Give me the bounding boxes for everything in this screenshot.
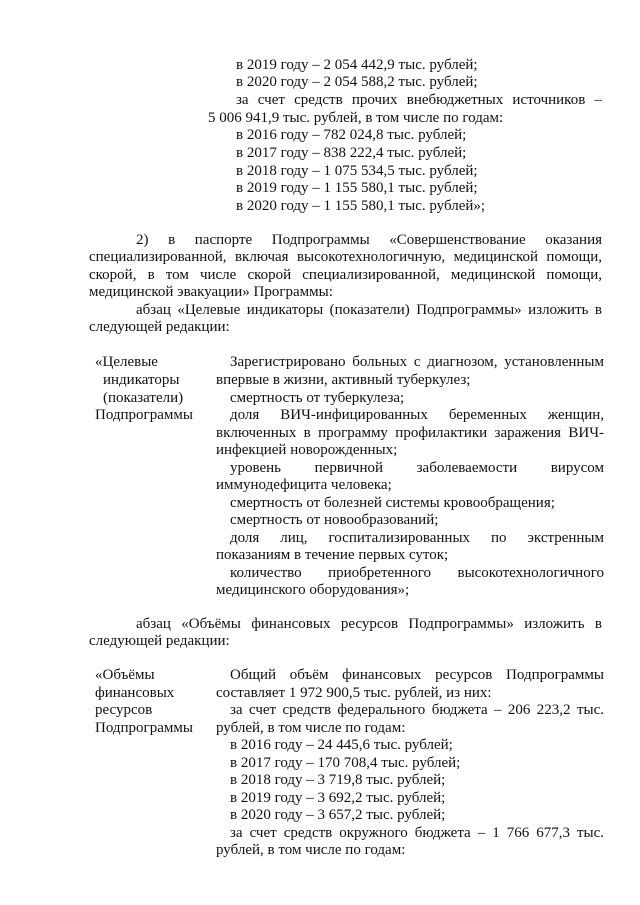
table-text: в 2017 году – 170 708,4 тыс. рублей; — [230, 755, 461, 771]
paragraph-line: следующей редакции: — [89, 633, 230, 649]
table-text: Зарегистрировано больных с диагнозом, установленным — [230, 354, 604, 370]
table-text: доля ВИЧ-инфицированных беременных женщин, — [230, 407, 604, 423]
table-label: «Целевые — [95, 354, 158, 370]
table-text: смертность от новообразований; — [230, 512, 439, 528]
table-label: ресурсов — [95, 702, 153, 718]
table-label: «Объёмы — [95, 667, 155, 683]
text-line: в 2019 году – 1 155 580,1 тыс. рублей; — [236, 180, 478, 196]
table-text: уровень первичной заболеваемости вирусом — [230, 460, 604, 476]
table-text: иммунодефицита человека; — [216, 477, 392, 493]
table-text: показаниям в течение первых суток; — [216, 547, 449, 563]
paragraph-line: абзац «Объёмы финансовых ресурсов Подпрограммы» изложить в — [136, 616, 602, 632]
text-line: в 2017 году – 838 222,4 тыс. рублей; — [236, 145, 467, 161]
table-text: рублей, в том числе по годам: — [216, 842, 406, 858]
text-line: в 2016 году – 782 024,8 тыс. рублей; — [236, 127, 467, 143]
table-text: в 2016 году – 24 445,6 тыс. рублей; — [230, 737, 453, 753]
paragraph-line: следующей редакции: — [89, 319, 230, 335]
table-label: Подпрограммы — [95, 720, 193, 736]
table-text: в 2019 году – 3 692,2 тыс. рублей; — [230, 790, 446, 806]
table-text: смертность от болезней системы кровообращения; — [230, 495, 555, 511]
table-label: Подпрограммы — [95, 407, 193, 423]
table-label: индикаторы — [103, 372, 180, 388]
table-text: за счет средств федерального бюджета – 206 223,2 тыс. — [230, 702, 604, 718]
table-text: медицинского оборудования»; — [216, 582, 410, 598]
text-line: в 2020 году – 2 054 588,2 тыс. рублей; — [236, 74, 478, 90]
text-line: в 2018 году – 1 075 534,5 тыс. рублей; — [236, 163, 478, 179]
text-line: 5 006 941,9 тыс. рублей, в том числе по годам: — [208, 110, 504, 126]
table-text: количество приобретенного высокотехнологичного — [230, 565, 604, 581]
text-line: в 2019 году – 2 054 442,9 тыс. рублей; — [236, 57, 478, 73]
paragraph-line: 2) в паспорте Подпрограммы «Совершенствование оказания — [136, 232, 602, 248]
paragraph-line: специализированной, включая высокотехнологичную, медицинской помощи, — [89, 249, 602, 265]
table-text: включенных в программу профилактики заражения ВИЧ- — [216, 425, 604, 441]
table-text: смертность от туберкулеза; — [230, 390, 405, 406]
table-label: (показатели) — [103, 390, 184, 406]
table-label: финансовых — [95, 685, 175, 701]
text-line: в 2020 году – 1 155 580,1 тыс. рублей»; — [236, 198, 486, 214]
paragraph-line: скорой, в том числе скорой специализированной, медицинской помощи, — [89, 267, 602, 283]
text-line: за счет средств прочих внебюджетных источников – — [236, 92, 602, 108]
table-text: доля лиц, госпитализированных по экстренным — [230, 530, 604, 546]
table-text: в 2020 году – 3 657,2 тыс. рублей; — [230, 807, 446, 823]
table-text: инфекцией новорожденных; — [216, 442, 398, 458]
paragraph-line: медицинской эвакуации» Программы: — [89, 284, 333, 300]
table-text: рублей, в том числе по годам: — [216, 720, 406, 736]
table-text: составляет 1 972 900,5 тыс. рублей, из них: — [216, 685, 492, 701]
table-text: в 2018 году – 3 719,8 тыс. рублей; — [230, 772, 446, 788]
table-text: за счет средств окружного бюджета – 1 766 677,3 тыс. — [230, 825, 604, 841]
table-text: впервые в жизни, активный туберкулез; — [216, 372, 471, 388]
paragraph-line: абзац «Целевые индикаторы (показатели) Подпрограммы» изложить в — [136, 302, 602, 318]
table-text: Общий объём финансовых ресурсов Подпрограммы — [230, 667, 604, 683]
